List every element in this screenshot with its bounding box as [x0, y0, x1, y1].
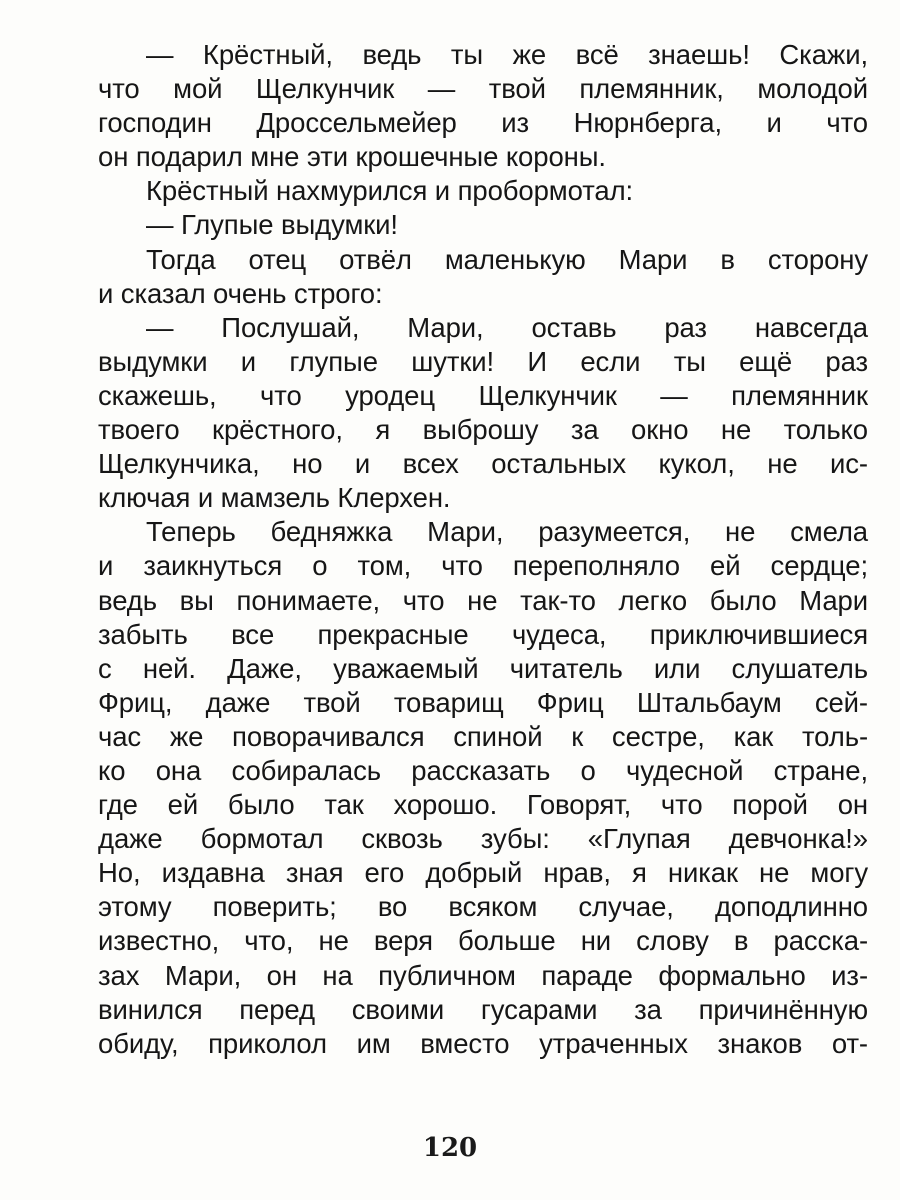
text-line: что мой Щелкунчик — твой племянник, молодой	[98, 73, 868, 105]
text-line: и сказал очень строго:	[98, 277, 383, 309]
text-line: час же поворачивался спиной к сестре, как толь-	[98, 720, 868, 752]
text-line: — Послушай, Мари, оставь раз навсегда	[146, 311, 868, 343]
text-line: Щелкунчика, но и всех остальных кукол, не ис-	[98, 448, 868, 480]
text-line: даже бормотал сквозь зубы: «Глупая девчонка!»	[98, 823, 868, 855]
text-line: с ней. Даже, уважаемый читатель или слушатель	[98, 652, 868, 684]
text-line: где ей было так хорошо. Говорят, что порой он	[98, 789, 868, 821]
text-line: выдумки и глупые шутки! И если ты ещё раз	[98, 345, 868, 377]
text-line: зах Мари, он на публичном параде формально из-	[98, 959, 868, 991]
text-line: — Крёстный, ведь ты же всё знаешь! Скажи,	[146, 39, 868, 70]
text-line: — Глупые выдумки!	[146, 209, 398, 241]
text-line: забыть все прекрасные чудеса, приключившиеся	[98, 618, 868, 650]
book-page-text	[98, 38, 868, 1061]
text-line: Фриц, даже твой товарищ Фриц Штальбаум сей-	[98, 686, 868, 718]
text-line: Тогда отец отвёл маленькую Мари в сторону	[146, 243, 868, 275]
text-line: винился перед своими гусарами за причинённую	[98, 993, 868, 1025]
text-line: этому поверить; во всяком случае, доподлинно	[98, 891, 868, 923]
text-line: он подарил мне эти крошечные короны.	[98, 141, 606, 173]
text-line: ведь вы понимаете, что не так-то легко было Мари	[98, 584, 868, 616]
text-line: известно, что, не веря больше ни слову в расска-	[98, 925, 868, 957]
text-line: Крёстный нахмурился и пробормотал:	[146, 175, 634, 207]
text-line: обиду, приколол им вместо утраченных знаков от-	[98, 1027, 868, 1059]
text-line: скажешь, что уродец Щелкунчик — племянник	[98, 379, 868, 411]
text-line: Но, издавна зная его добрый нрав, я никак не могу	[98, 857, 868, 889]
text-line: ко она собиралась рассказать о чудесной стране,	[98, 754, 868, 786]
page-number: 120	[422, 1133, 478, 1163]
text-line: Теперь бедняжка Мари, разумеется, не смела	[146, 516, 868, 548]
text-line: ключая и мамзель Клерхен.	[98, 482, 451, 514]
text-line: и заикнуться о том, что переполняло ей сердце;	[98, 550, 868, 582]
text-line: господин Дроссельмейер из Нюрнберга, и что	[98, 107, 868, 139]
text-line: твоего крёстного, я выброшу за окно не только	[98, 414, 868, 446]
